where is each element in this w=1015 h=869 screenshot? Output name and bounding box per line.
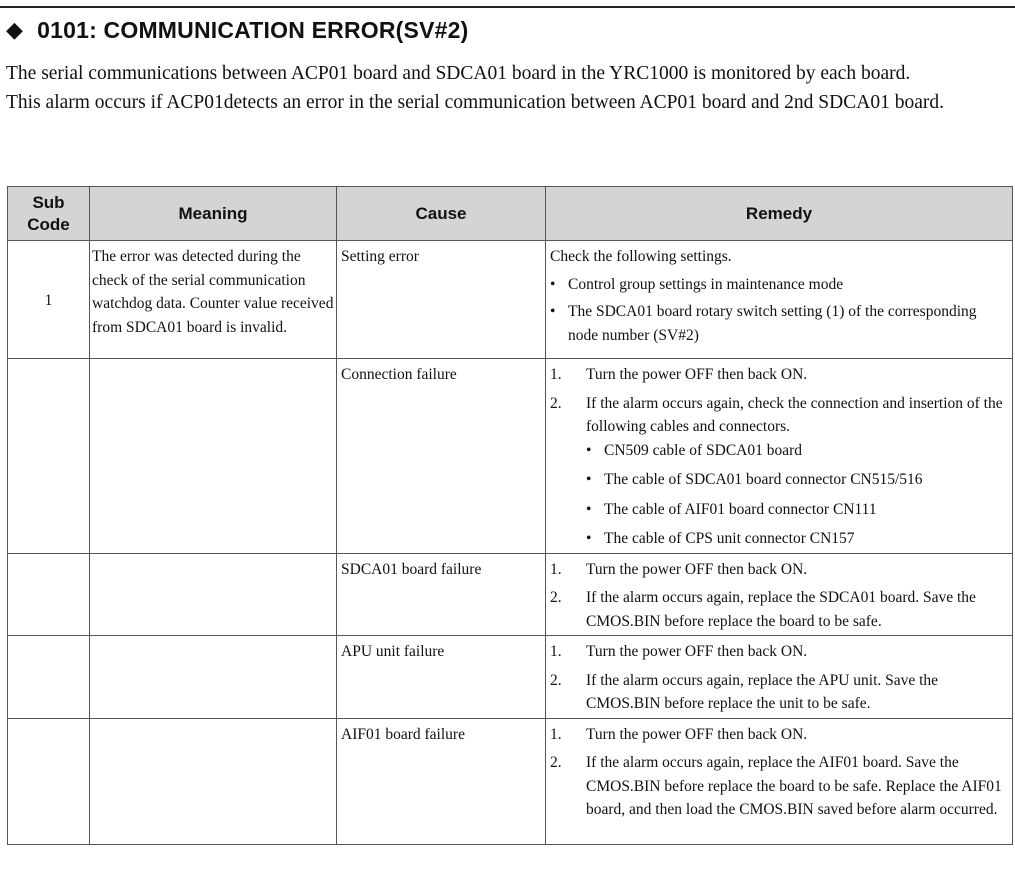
bullet-icon: • [586, 441, 592, 459]
subcode-cell: 1 [8, 241, 90, 359]
intro-paragraph: The serial communications between ACP01 board and SDCA01 board in the YRC1000 is monitored by each board. [6, 63, 911, 84]
remedy-step: 1. Turn the power OFF then back ON. [550, 560, 808, 578]
list-item: • The cable of CPS unit connector CN157 [586, 527, 1008, 551]
remedy-step: 1. Turn the power OFF then back ON. [550, 643, 808, 660]
col-header-meaning: Meaning [90, 187, 337, 241]
subcode-cell [8, 553, 90, 636]
table-row [8, 553, 1013, 636]
subcode-cell [8, 718, 90, 844]
bullet-icon: • [550, 275, 556, 293]
subcode-cell [8, 359, 90, 554]
page-title [6, 14, 468, 46]
remedy-cell [546, 718, 1013, 844]
top-rule [0, 6, 1015, 8]
bullet-icon: • [586, 530, 592, 547]
meaning-cell [90, 553, 337, 636]
remedy-cell [546, 553, 1013, 636]
list-item: • CN509 cable of SDCA01 board [586, 439, 1008, 463]
table-row [8, 718, 1013, 844]
cause-cell: APU unit failure [337, 636, 546, 719]
remedy-step: 1. Turn the power OFF then back ON. [550, 725, 808, 743]
alarm-table [7, 186, 1013, 845]
meaning-cell: The error was detected during the check of the serial communication watchdog data. Counter value received from SDCA01 board is invalid. [90, 241, 337, 359]
col-header-subcode: Sub Code [8, 187, 90, 241]
remedy-cell [546, 241, 1013, 359]
table-header-row [8, 187, 1013, 241]
intro-paragraph: This alarm occurs if ACP01detects an error in the serial communication between ACP01 board and 2nd SDCA01 board. [6, 91, 944, 113]
cause-cell: SDCA01 board failure [337, 553, 546, 636]
bullet-icon: • [586, 471, 592, 488]
col-header-cause: Cause [337, 187, 546, 241]
meaning-cell [90, 718, 337, 844]
remedy-step: 2. If the alarm occurs again, replace the AIF01 board. Save the CMOS.BIN before replace the board to be safe. Replace the AIF01 board, and then load the CMOS.BIN saved before alarm occurred. [550, 754, 1002, 818]
table-row [8, 241, 1013, 359]
bullet-icon: • [586, 500, 592, 518]
remedy-intro: Check the following settings. [550, 248, 732, 265]
meaning-cell [90, 359, 337, 554]
list-item: • Control group settings in maintenance mode [550, 273, 1008, 297]
cause-cell: Connection failure [337, 359, 546, 554]
remedy-step: 2. If the alarm occurs again, check the connection and insertion of the following cables and connectors. • CN509 cable of SDCA01 board • The cable of SDCA01 board connector CN515/516 • The cable of AIF01 board connector CN111 • The cable of CPS unit connector CN157 [550, 392, 1008, 551]
col-header-remedy: Remedy [546, 187, 1013, 241]
remedy-cell [546, 359, 1013, 554]
remedy-step: 1. Turn the power OFF then back ON. [550, 366, 808, 383]
subcode-cell [8, 636, 90, 719]
meaning-cell [90, 636, 337, 719]
list-item: • The SDCA01 board rotary switch setting (1) of the corresponding node number (SV#2) [550, 300, 1008, 347]
cause-cell: AIF01 board failure [337, 718, 546, 844]
cause-cell: Setting error [337, 241, 546, 359]
alarm-title: 0101: COMMUNICATION ERROR(SV#2) [37, 16, 469, 43]
list-item: • The cable of SDCA01 board connector CN515/516 [586, 468, 1008, 492]
table-row [8, 359, 1013, 554]
intro-text [6, 60, 1006, 117]
list-item: • The cable of AIF01 board connector CN111 [586, 498, 1008, 522]
table-row [8, 636, 1013, 719]
remedy-step: 2. If the alarm occurs again, replace the APU unit. Save the CMOS.BIN before replace the unit to be safe. [550, 671, 939, 712]
bullet-icon: • [550, 303, 556, 320]
diamond-bullet-icon: ◆ [6, 17, 24, 42]
remedy-cell [546, 636, 1013, 719]
remedy-step: 2. If the alarm occurs again, replace the SDCA01 board. Save the CMOS.BIN before replace the board to be safe. [550, 589, 976, 630]
